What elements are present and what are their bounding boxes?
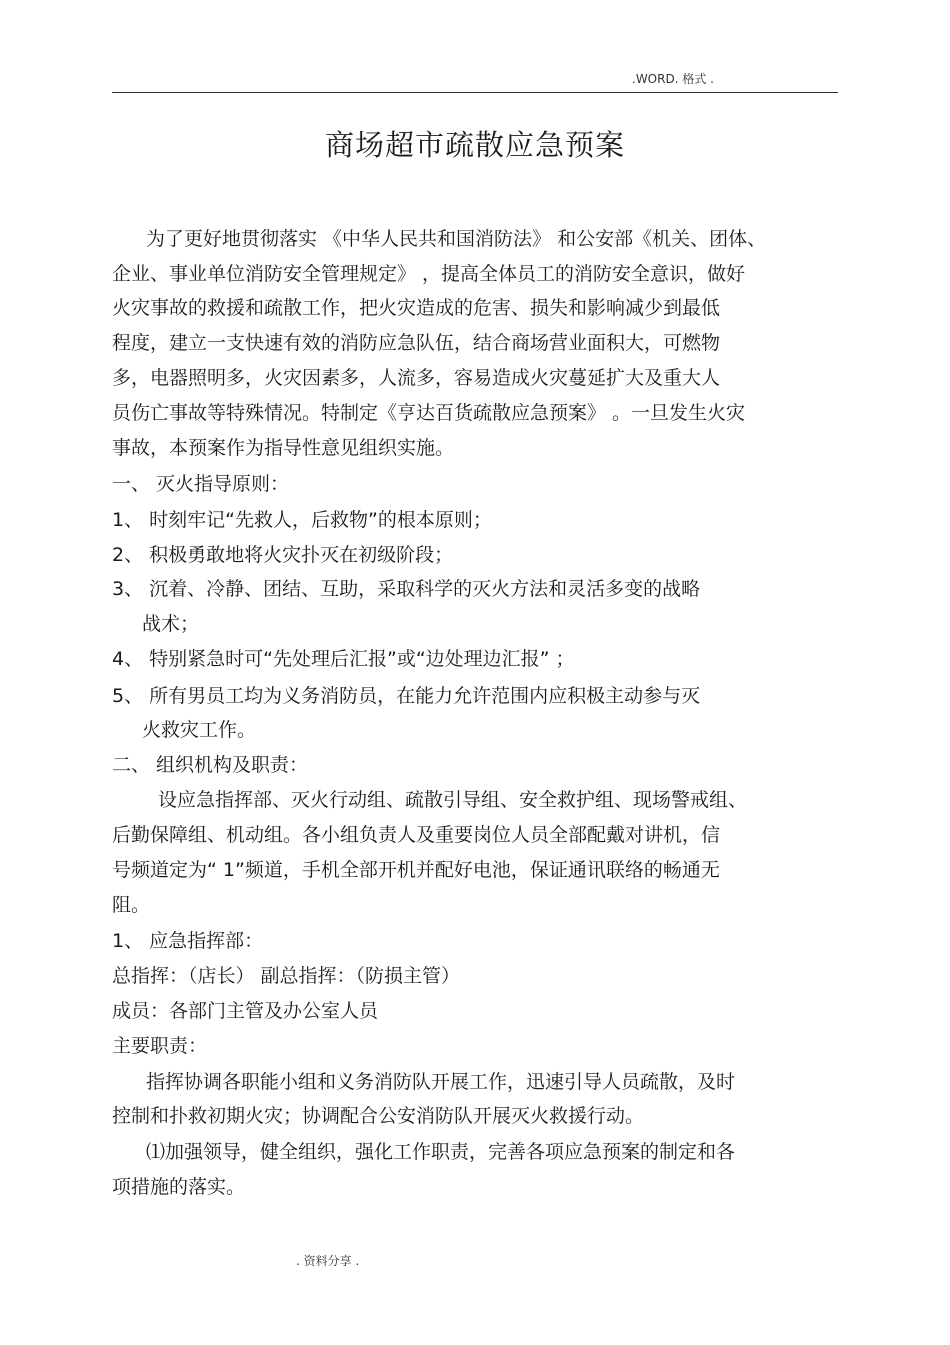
paragraph-line: 事故，本预案作为指导性意见组织实施。 [112,437,455,459]
members-line: 成员：各部门主管及办公室人员 [112,1000,379,1022]
paragraph-line: ⑴加强领导，健全组织，强化工作职责，完善各项应急预案的制定和各 [146,1141,736,1163]
paragraph-line: 号频道定为“ 1”频道，手机全部开机并配好电池，保证通讯联络的畅通无 [112,859,720,881]
duties-heading: 主要职责： [112,1035,208,1057]
section-heading: 二、 组织机构及职责： [112,754,309,776]
paragraph-line: 员伤亡事故等特殊情况。特制定《亨达百货疏散应急预案》 。一旦发生火灾 [112,402,746,424]
paragraph-line: 企业、事业单位消防安全管理规定》 ，提高全体员工的消防安全意识，做好 [112,263,746,285]
list-item: 2、 积极勇敢地将火灾扑灭在初级阶段； [112,544,454,566]
paragraph-line: 控制和扑救初期火灾；协调配合公安消防队开展灭火救援行动。 [112,1105,645,1127]
paragraph-line: 多，电器照明多，火灾因素多，人流多，容易造成火灾蔓延扩大及重大人 [112,367,721,389]
paragraph-line: 阻。 [112,894,151,916]
list-item: 3、 沉着、冷静、团结、互助，采取科学的灭火方法和灵活多变的战略 [112,578,701,600]
commander-line: 总指挥：（店长） 副总指挥：（防损主管） [112,965,461,987]
footer-text: . 资料分享 . [296,1254,360,1268]
paragraph-line: 设应急指挥部、灭火行动组、疏散引导组、安全救护组、现场警戒组、 [158,789,748,811]
paragraph-line: 为了更好地贯彻落实 《中华人民共和国消防法》 和公安部《机关、团体、 [146,228,767,250]
paragraph-line: 火灾事故的救援和疏散工作，把火灾造成的危害、损失和影响减少到最低 [112,297,721,319]
subsection-heading: 1、 应急指挥部： [112,930,264,952]
list-item: 1、 时刻牢记“先救人，后救物”的根本原则； [112,509,492,531]
paragraph-line: 后勤保障组、机动组。各小组负责人及重要岗位人员全部配戴对讲机，信 [112,824,721,846]
list-item: 4、 特别紧急时可“先处理后汇报”或“边处理边汇报” ； [112,648,575,670]
page-header [112,68,838,93]
document-title: 商场超市疏散应急预案 [324,128,625,162]
paragraph-line: 指挥协调各职能小组和义务消防队开展工作，迅速引导人员疏散，及时 [146,1071,736,1093]
paragraph-line: 程度，建立一支快速有效的消防应急队伍，结合商场营业面积大，可燃物 [112,332,721,354]
list-item-continuation: 火救灾工作。 [142,719,257,741]
header-text: .WORD. 格式 . [632,72,714,86]
list-item: 5、 所有男员工均为义务消防员，在能力允许范围内应积极主动参与灭 [112,685,701,707]
list-item-continuation: 战术； [142,613,200,635]
section-heading: 一、 灭火指导原则： [112,473,290,495]
paragraph-line: 项措施的落实。 [112,1176,246,1198]
